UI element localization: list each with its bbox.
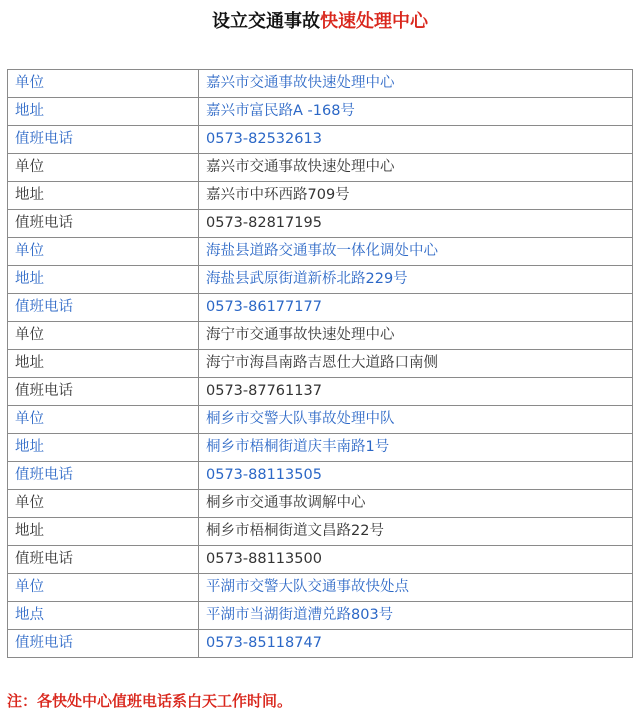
table-row — [8, 154, 633, 182]
table-row — [8, 322, 633, 350]
table-row — [8, 238, 633, 266]
row-label: 地址 — [8, 266, 199, 294]
row-value: 0573-87761137 — [199, 378, 633, 406]
table-row — [8, 630, 633, 658]
table-row — [8, 182, 633, 210]
table-row — [8, 406, 633, 434]
row-value: 桐乡市交通事故调解中心 — [199, 490, 633, 518]
row-value: 嘉兴市交通事故快速处理中心 — [199, 154, 633, 182]
row-value: 0573-86177177 — [199, 294, 633, 322]
table-row — [8, 70, 633, 98]
row-value: 桐乡市梧桐街道庆丰南路1号 — [199, 434, 633, 462]
row-value: 0573-88113500 — [199, 546, 633, 574]
row-label: 单位 — [8, 238, 199, 266]
row-label: 单位 — [8, 70, 199, 98]
row-label: 地址 — [8, 182, 199, 210]
table-row — [8, 126, 633, 154]
table-row — [8, 350, 633, 378]
row-value: 海盐县武原街道新桥北路229号 — [199, 266, 633, 294]
row-value: 桐乡市梧桐街道文昌路22号 — [199, 518, 633, 546]
row-label: 地址 — [8, 98, 199, 126]
row-value: 0573-82817195 — [199, 210, 633, 238]
row-label: 地点 — [8, 602, 199, 630]
table-row — [8, 518, 633, 546]
row-value: 0573-82532613 — [199, 126, 633, 154]
row-label: 单位 — [8, 574, 199, 602]
row-label: 单位 — [8, 154, 199, 182]
table-row — [8, 210, 633, 238]
row-value: 海盐县道路交通事故一体化调处中心 — [199, 238, 633, 266]
row-label: 地址 — [8, 434, 199, 462]
title-accent: 快速处理中心 — [320, 11, 428, 32]
row-label: 单位 — [8, 406, 199, 434]
row-value: 海宁市交通事故快速处理中心 — [199, 322, 633, 350]
row-value: 0573-88113505 — [199, 462, 633, 490]
row-value: 0573-85118747 — [199, 630, 633, 658]
row-label: 单位 — [8, 490, 199, 518]
row-value: 嘉兴市富民路A -168号 — [199, 98, 633, 126]
row-label: 值班电话 — [8, 378, 199, 406]
row-label: 单位 — [8, 322, 199, 350]
table-row — [8, 462, 633, 490]
table-row — [8, 294, 633, 322]
table-row — [8, 378, 633, 406]
row-label: 值班电话 — [8, 462, 199, 490]
page-title — [0, 4, 640, 40]
row-value: 桐乡市交警大队事故处理中队 — [199, 406, 633, 434]
table-body — [8, 70, 633, 658]
row-label: 地址 — [8, 350, 199, 378]
table-row — [8, 490, 633, 518]
footnote: 注：各快处中心值班电话系白天工作时间。 — [7, 692, 293, 710]
row-value: 平湖市当湖街道漕兑路803号 — [199, 602, 633, 630]
row-label: 值班电话 — [8, 630, 199, 658]
row-value: 嘉兴市交通事故快速处理中心 — [199, 70, 633, 98]
row-label: 值班电话 — [8, 126, 199, 154]
row-label: 值班电话 — [8, 546, 199, 574]
traffic-center-table — [7, 69, 633, 658]
row-label: 值班电话 — [8, 210, 199, 238]
row-value: 海宁市海昌南路吉恩仕大道路口南侧 — [199, 350, 633, 378]
row-label: 值班电话 — [8, 294, 199, 322]
row-value: 嘉兴市中环西路709号 — [199, 182, 633, 210]
table-row — [8, 574, 633, 602]
table-row — [8, 266, 633, 294]
row-value: 平湖市交警大队交通事故快处点 — [199, 574, 633, 602]
table-row — [8, 434, 633, 462]
title-main: 设立交通事故 — [212, 11, 320, 32]
table-row — [8, 546, 633, 574]
table-row — [8, 602, 633, 630]
table-row — [8, 98, 633, 126]
row-label: 地址 — [8, 518, 199, 546]
